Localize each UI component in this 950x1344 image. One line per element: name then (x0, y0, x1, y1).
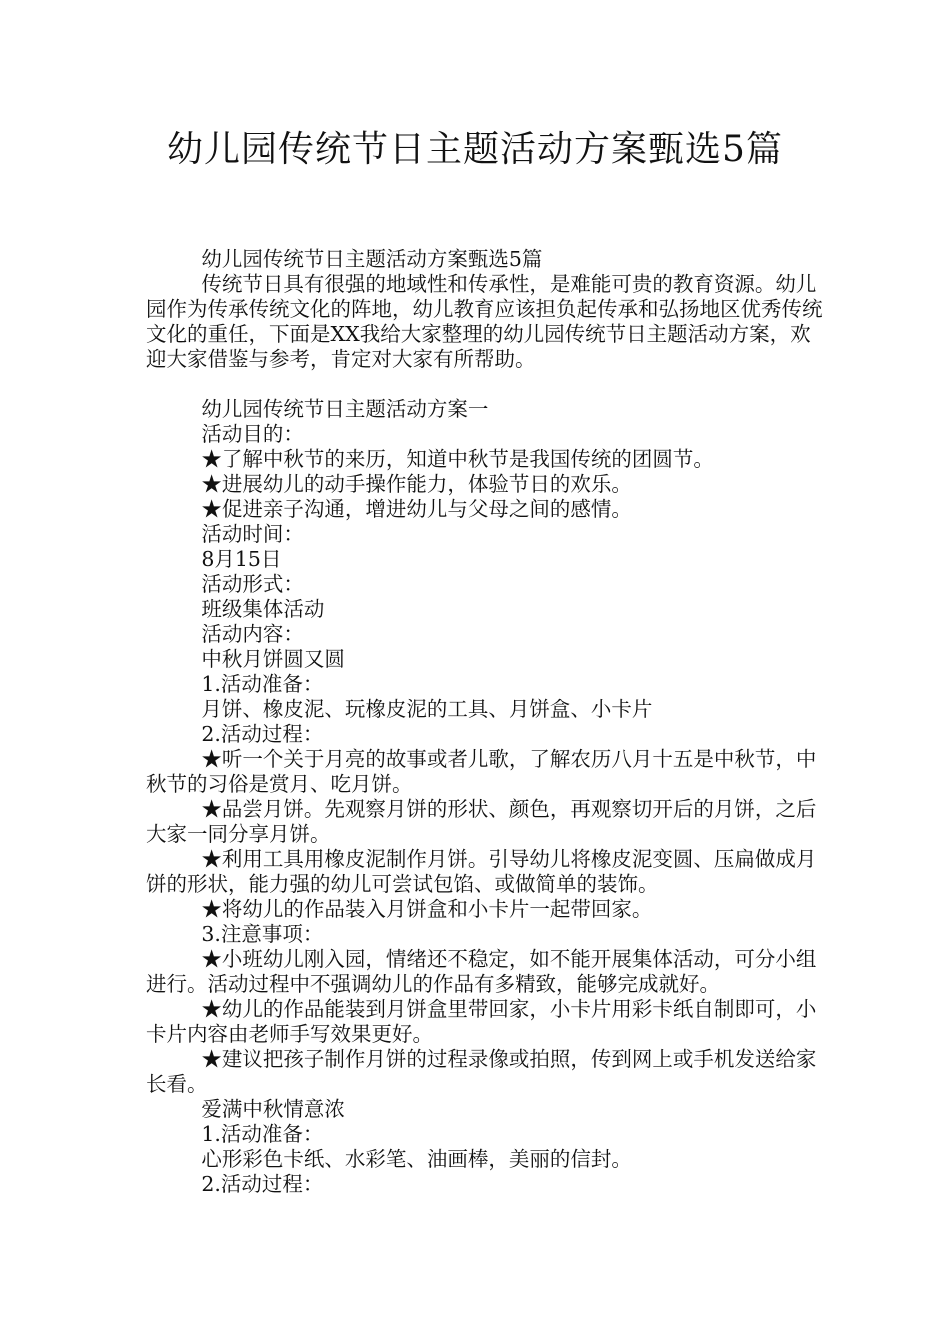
paragraph: 爱满中秋情意浓 (201, 1097, 345, 1121)
paragraph: 1.活动准备： (201, 672, 324, 696)
paragraph: ★了解中秋节的来历，知道中秋节是我国传统的团圆节。 (201, 447, 714, 471)
paragraph: ★听一个关于月亮的故事或者儿歌，了解农历八月十五是中秋节，中秋节的习俗是赏月、吃月饼。 (146, 747, 817, 796)
paragraph: 活动目的： (201, 422, 304, 446)
paragraph: 活动时间： (201, 522, 304, 546)
paragraph: 月饼、橡皮泥、玩橡皮泥的工具、月饼盒、小卡片 (201, 697, 653, 721)
paragraph: ★将幼儿的作品装入月饼盒和小卡片一起带回家。 (201, 897, 653, 921)
paragraph: ★幼儿的作品能装到月饼盒里带回家，小卡片用彩卡纸自制即可，小卡片内容由老师手写效果更好。 (146, 997, 817, 1046)
paragraph: 活动内容： (201, 622, 304, 646)
paragraph: 班级集体活动 (201, 597, 325, 621)
paragraph: 心形彩色卡纸、水彩笔、油画棒，美丽的信封。 (201, 1147, 632, 1171)
blank-line (146, 372, 826, 397)
paragraph: ★进展幼儿的动手操作能力，体验节日的欢乐。 (201, 472, 632, 496)
paragraph: ★促进亲子沟通，增进幼儿与父母之间的感情。 (201, 497, 632, 521)
section-heading: 幼儿园传统节日主题活动方案一 (201, 397, 489, 421)
paragraph: 幼儿园传统节日主题活动方案甄选5篇 (201, 247, 543, 271)
paragraph: ★小班幼儿刚入园，情绪还不稳定，如不能开展集体活动，可分小组进行。活动过程中不强调幼儿的作品有多精致，能够完成就好。 (146, 947, 817, 996)
paragraph: 3.注意事项： (201, 922, 324, 946)
document-title: 幼儿园传统节日主题活动方案甄选5篇 (167, 129, 783, 170)
document-body (146, 247, 826, 1197)
paragraph: 2.活动过程： (201, 1172, 324, 1196)
paragraph: 2.活动过程： (201, 722, 324, 746)
paragraph: 传统节日具有很强的地域性和传承性，是难能可贵的教育资源。幼儿园作为传承传统文化的阵地，幼儿教育应该担负起传承和弘扬地区优秀传统文化的重任，下面是XX我给大家整理的幼儿园传统节日主题活动方案，欢迎大家借鉴与参考，肯定对大家有所帮助。 (146, 272, 823, 371)
paragraph: 8月15日 (201, 547, 282, 571)
paragraph: ★利用工具用橡皮泥制作月饼。引导幼儿将橡皮泥变圆、压扁做成月饼的形状，能力强的幼儿可尝试包馅、或做简单的装饰。 (146, 847, 817, 896)
paragraph: 活动形式： (201, 572, 304, 596)
paragraph: 1.活动准备： (201, 1122, 324, 1146)
paragraph: ★品尝月饼。先观察月饼的形状、颜色，再观察切开后的月饼，之后大家一同分享月饼。 (146, 797, 817, 846)
paragraph: ★建议把孩子制作月饼的过程录像或拍照，传到网上或手机发送给家长看。 (146, 1047, 817, 1096)
paragraph: 中秋月饼圆又圆 (201, 647, 345, 671)
